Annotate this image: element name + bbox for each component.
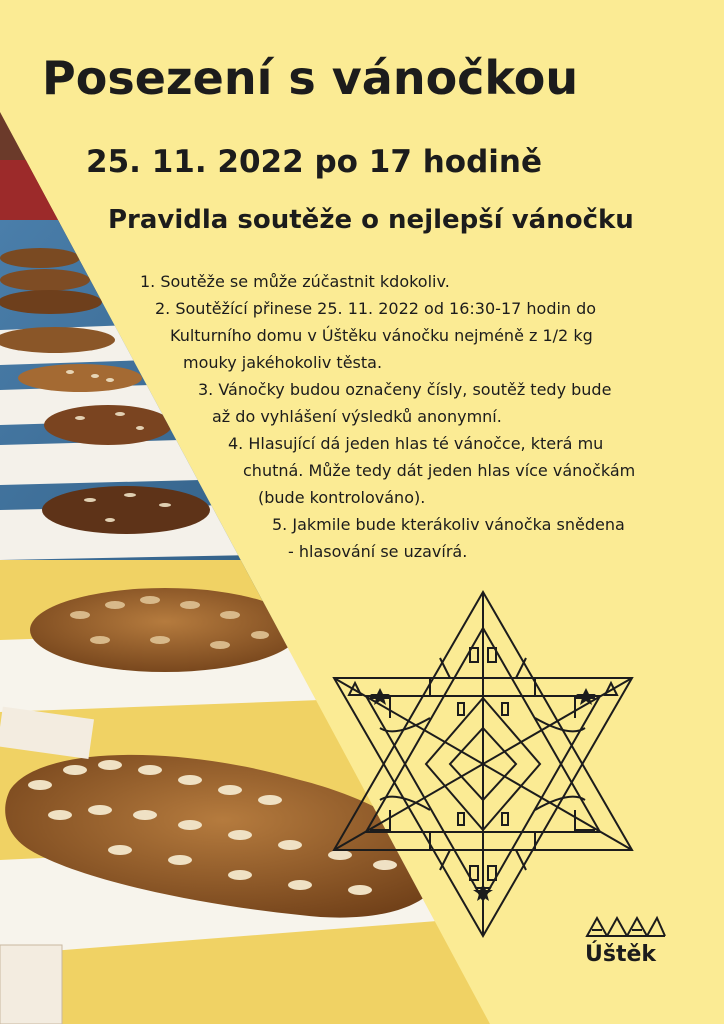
ustek-logo [585, 912, 667, 982]
rule-line: Kulturního domu v Úštěku vánočku nejméně z 1/2 kg [170, 326, 593, 345]
rules-heading: Pravidla soutěže o nejlepší vánočku [108, 205, 634, 235]
rule-line: 1. Soutěže se může zúčastnit kdokoliv. [140, 272, 450, 291]
rule-line: - hlasování se uzavírá. [288, 542, 468, 561]
ustek-logo-text: Úštěk [585, 942, 657, 967]
rule-line: 5. Jakmile bude kterákoliv vánočka snědena [272, 515, 625, 534]
rule-line: 2. Soutěžící přinese 25. 11. 2022 od 16:30-17 hodin do [155, 299, 597, 318]
rule-line: chutná. Může tedy dát jeden hlas více vánočkám [243, 461, 636, 480]
event-date: 25. 11. 2022 po 17 hodině [86, 144, 542, 180]
rule-line: 4. Hlasující dá jeden hlas té vánočce, která mu [228, 434, 604, 453]
star-ornament-icon [330, 588, 636, 940]
ustek-logo-icon [585, 912, 667, 938]
rule-line: mouky jakéhokoliv těsta. [183, 353, 383, 372]
rule-line: (bude kontrolováno). [258, 488, 426, 507]
rule-line: až do vyhlášení výsledků anonymní. [212, 407, 502, 426]
rule-line: 3. Vánočky budou označeny čísly, soutěž tedy bude [198, 380, 612, 399]
poster-title: Posezení s vánočkou [42, 51, 579, 105]
